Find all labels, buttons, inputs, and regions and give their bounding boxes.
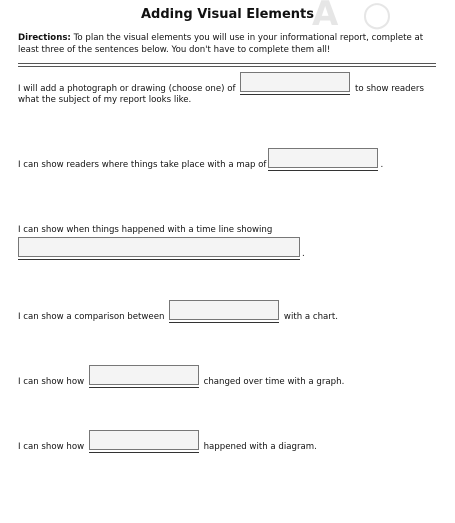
sentence-time-line: I can show when things happened with a time line showing	[18, 225, 273, 235]
sentence-text: .	[380, 160, 384, 170]
sentence-graph	[18, 365, 443, 388]
answer-field-chart[interactable]	[169, 300, 279, 323]
sentence-photograph	[18, 72, 443, 95]
sentence-diagram	[18, 430, 443, 453]
divider-bottom	[18, 66, 436, 67]
answer-field-time-line[interactable]	[18, 237, 300, 260]
directions	[18, 32, 438, 56]
sentence-text: happened with a diagram.	[203, 442, 317, 452]
sentence-text: to show readers	[354, 84, 424, 94]
sentence-text: with a chart.	[283, 312, 338, 322]
sentence-text: I can show a comparison between	[18, 312, 165, 322]
sentence-text: changed over time with a graph.	[203, 377, 345, 387]
watermark-logo: A ○	[312, 0, 398, 34]
directions-label: Directions:	[18, 33, 71, 43]
answer-field-graph[interactable]	[89, 365, 199, 388]
sentence-chart	[18, 300, 443, 323]
directions-text: To plan the visual elements you will use in your informational report, complete at least three of the sentences below. You don't have to complete them all!	[18, 33, 424, 55]
sentence-photograph-line2: what the subject of my report looks like.	[18, 95, 192, 105]
divider-top	[18, 63, 436, 64]
answer-field-photograph[interactable]	[240, 72, 350, 95]
sentence-time-line-answer	[18, 237, 443, 260]
sentence-text: I can show how	[18, 377, 85, 387]
sentence-text: I can show readers where things take place with a map of	[18, 160, 267, 170]
page-title: Adding Visual Elements	[141, 7, 314, 22]
sentence-text: I will add a photograph or drawing (choose one) of	[18, 84, 236, 94]
answer-field-diagram[interactable]	[89, 430, 199, 453]
sentence-text: I can show how	[18, 442, 85, 452]
sentence-map	[18, 148, 443, 171]
sentence-text: .	[302, 249, 305, 259]
answer-field-map[interactable]	[268, 148, 378, 171]
